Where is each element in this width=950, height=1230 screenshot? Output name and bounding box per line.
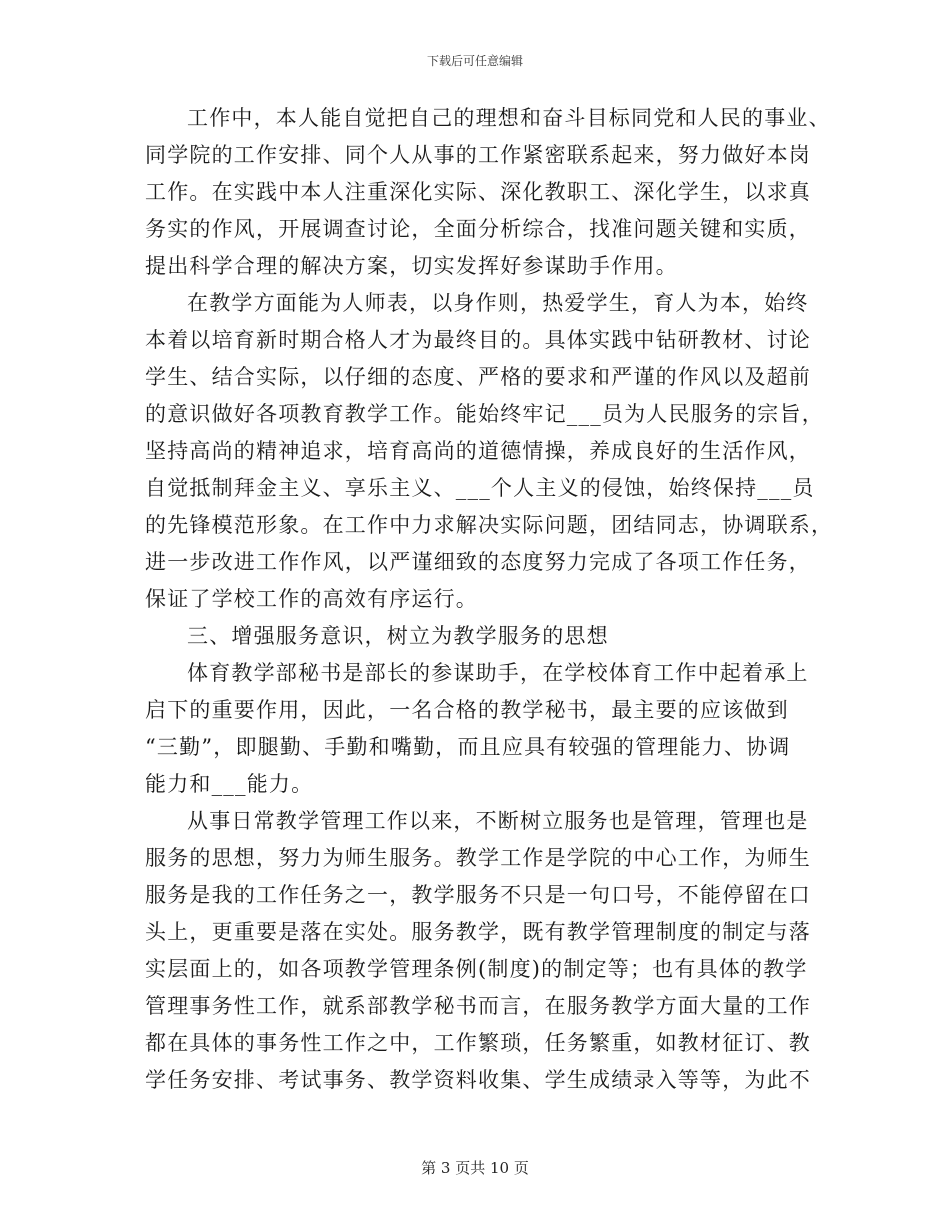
text-line: 管理事务性工作，就系部教学秘书而言，在服务教学方面大量的工作 (145, 994, 811, 1018)
text-line: 本着以培育新时期合格人才为最终目的。具体实践中钻研教材、讨论 (145, 328, 811, 352)
text-line: 能力和___能力。 (145, 772, 314, 796)
text-line: 启下的重要作用，因此，一名合格的教学秘书，最主要的应该做到 (145, 698, 789, 722)
text-line: 提出科学合理的解决方案，切实发挥好参谋助手作用。 (145, 254, 678, 278)
text-line: “三勤”，即腿勤、手勤和嘴勤，而且应具有较强的管理能力、协调 (145, 735, 791, 759)
text-line: 的意识做好各项教育教学工作。能始终牢记___员为人民服务的宗旨， (145, 402, 824, 426)
page-header: 下载后可任意编辑 (426, 54, 523, 68)
text-line: 保证了学校工作的高效有序运行。 (145, 587, 478, 611)
text-line: 服务的思想，努力为师生服务。教学工作是学院的中心工作，为师生 (145, 846, 811, 870)
text-line: 头上，更重要是落在实处。服务教学，既有教学管理制度的制定与落 (145, 920, 811, 944)
text-line: 从事日常教学管理工作以来，不断树立服务也是管理，管理也是 (187, 809, 809, 833)
text-line: 自觉抵制拜金主义、享乐主义、___个人主义的侵蚀，始终保持___员 (145, 476, 815, 500)
text-line: 工作中，本人能自觉把自己的理想和奋斗目标同党和人民的事业、 (187, 106, 831, 130)
text-line: 体育教学部秘书是部长的参谋助手，在学校体育工作中起着承上 (187, 661, 809, 685)
text-line: 的先锋模范形象。在工作中力求解决实际问题，团结同志，协调联系， (145, 513, 834, 537)
page-footer: 第 3 页共 10 页 (421, 1159, 529, 1177)
text-line: 学任务安排、考试事务、教学资料收集、学生成绩录入等等，为此不 (145, 1068, 811, 1092)
document-body (145, 100, 834, 1099)
text-line: 服务是我的工作任务之一，教学服务不只是一句口号，不能停留在口 (145, 883, 811, 907)
text-line: 进一步改进工作作风，以严谨细致的态度努力完成了各项工作任务， (145, 550, 811, 574)
text-line: 学生、结合实际，以仔细的态度、严格的要求和严谨的作风以及超前 (145, 365, 811, 389)
text-line: 都在具体的事务性工作之中，工作繁琐，任务繁重，如教材征订、教 (145, 1031, 811, 1055)
text-line: 务实的作风，开展调查讨论，全面分析综合，找准问题关键和实质， (145, 217, 811, 241)
text-line: 在教学方面能为人师表，以身作则，热爱学生，育人为本，始终 (187, 291, 809, 315)
text-line: 同学院的工作安排、同个人从事的工作紧密联系起来，努力做好本岗 (145, 143, 811, 167)
text-line: 实层面上的，如各项教学管理条例(制度)的制定等；也有具体的教学 (145, 957, 808, 981)
text-line: 坚持高尚的精神追求，培育高尚的道德情操，养成良好的生活作风， (145, 439, 811, 463)
text-line: 工作。在实践中本人注重深化实际、深化教职工、深化学生，以求真 (145, 180, 811, 204)
text-line: 三、增强服务意识，树立为教学服务的思想 (187, 624, 609, 648)
